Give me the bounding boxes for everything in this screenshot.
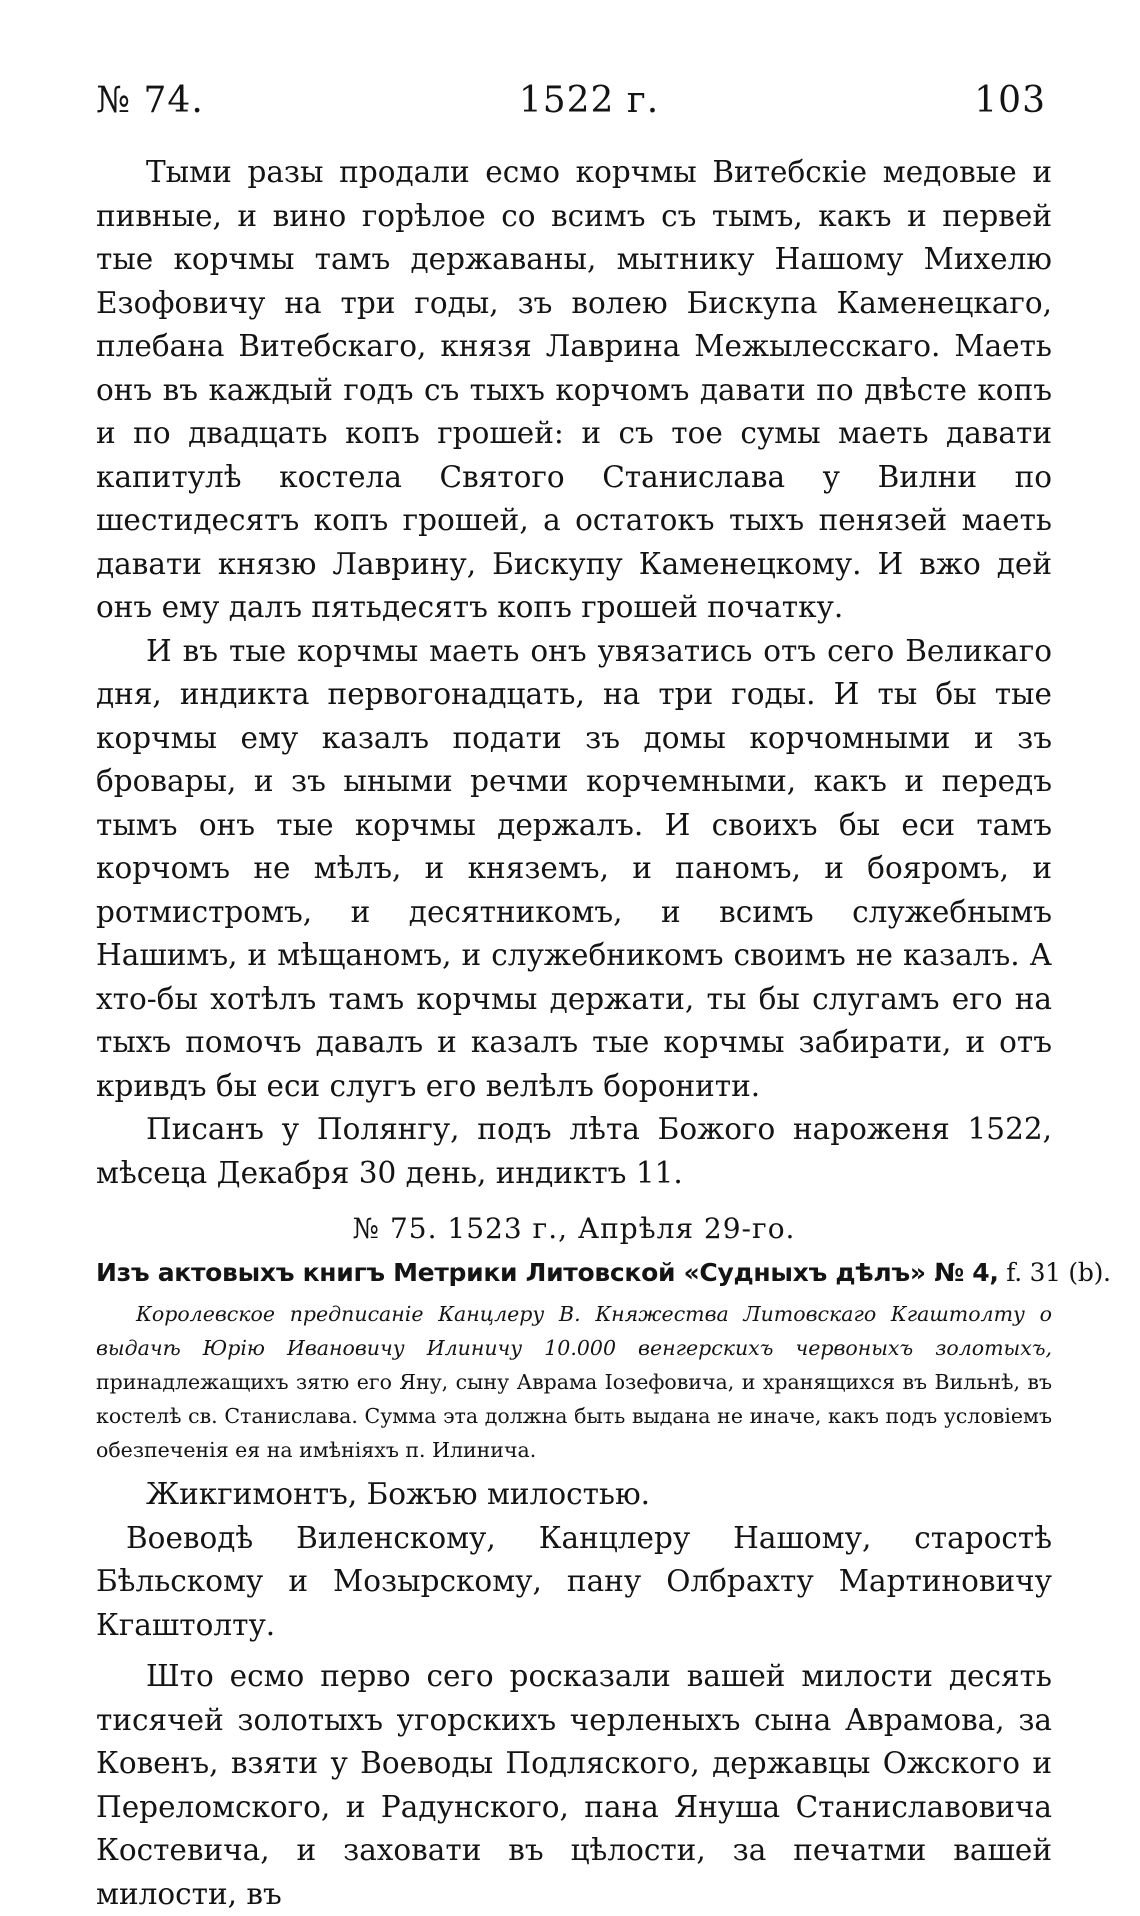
header-year: 1522 г. xyxy=(519,80,659,121)
document-75-source xyxy=(96,1253,1052,1293)
summary-plain: принадлежащихъ зятю его Яну, сыну Аврама Іозефовича, и хранящихся въ Вильнѣ, въ костелѣ св. Станислава. Сумма эта должна быть выдана не иначе, какъ подъ условіемъ обезпеченія ея на имѣніяхъ п. Илинича. xyxy=(96,1370,1052,1462)
document-75-salutation: Жикгимонтъ, Божъю милостью. xyxy=(96,1473,1052,1517)
document-75-text xyxy=(96,1517,1052,1916)
source-folio: f. 31 (b). xyxy=(999,1258,1111,1287)
source-title: Изъ актовыхъ книгъ Метрики Литовской «Судныхъ дѣлъ» № 4, xyxy=(96,1258,999,1287)
summary-italic: Королевское предписаніе Канцлеру В. Княжества Литовскаго Кгаштолту о выдачѣ Юрію Ивановичу Илиничу 10.000 венгерскихъ червоныхъ золотыхъ, xyxy=(96,1302,1052,1360)
header-page-number: 103 xyxy=(974,80,1046,121)
doc75-paragraph-1: Воеводѣ Виленскому, Канцлеру Нашому, старостѣ Бѣльскому и Мозырскому, пану Олбрахту Мартиновичу Кгаштолту. xyxy=(96,1517,1052,1648)
running-header xyxy=(96,80,1052,121)
document-75-heading: № 75. 1523 г., Апрѣля 29-го. xyxy=(96,1209,1052,1249)
doc74-paragraph-1: Тыми разы продали есмо корчмы Витебскіе медовые и пивные, и вино горѣлое со всимъ съ тымъ, какъ и первей тые корчмы тамъ державаны, мытнику Нашому Михелю Езофовичу на три годы, зъ волею Бискупа Каменецкаго, плебана Витебскаго, князя Лаврина Межылесскаго. Маеть онъ въ каждый годъ съ тыхъ корчомъ давати по двѣсте копъ и по двадцать копъ грошей: и съ тое сумы маеть давати капитулѣ костела Святого Станислава у Вилни по шестидесятъ копъ грошей, а остатокъ тыхъ пенязей маеть давати князю Лаврину, Бискупу Каменецкому. И вжо дей онъ ему далъ пятьдесятъ копъ грошей початку. xyxy=(96,151,1052,630)
doc75-paragraph-2: Што есмо перво сего росказали вашей милости десять тисячей золотыхъ угорскихъ черленыхъ сына Аврамова, за Ковенъ, взяти у Воеводы Подляского, державцы Ожского и Переломского, и Радунского, пана Януша Станиславовича Костевича, и заховати въ цѣлости, за печатми вашей милости, въ xyxy=(96,1655,1052,1916)
doc74-paragraph-2: И въ тые корчмы маеть онъ увязатись отъ сего Великаго дня, индикта первогонадцать, на три годы. И ты бы тые корчмы ему казалъ подати зъ домы корчомными и зъ бровары, и зъ ыными речми корчемными, какъ и передъ тымъ онъ тые корчмы держалъ. И своихъ бы еси тамъ корчомъ не мѣлъ, и княземъ, и паномъ, и бояромъ, и ротмистромъ, и десятникомъ, и всимъ служебнымъ Нашимъ, и мѣщаномъ, и служебникомъ своимъ не казалъ. А хто-бы хотѣлъ тамъ корчмы держати, ты бы слугамъ его на тыхъ помочъ давалъ и казалъ тые корчмы забирати, и отъ кривдъ бы еси слугъ его велѣлъ боронити. xyxy=(96,630,1052,1109)
document-74-text xyxy=(96,151,1052,1195)
document-75-summary xyxy=(96,1297,1052,1467)
header-document-number: № 74. xyxy=(96,80,204,121)
doc74-paragraph-3: Писанъ у Полянгу, подъ лѣта Божого нароженя 1522, мѣсеца Декабря 30 день, индиктъ 11. xyxy=(96,1108,1052,1195)
